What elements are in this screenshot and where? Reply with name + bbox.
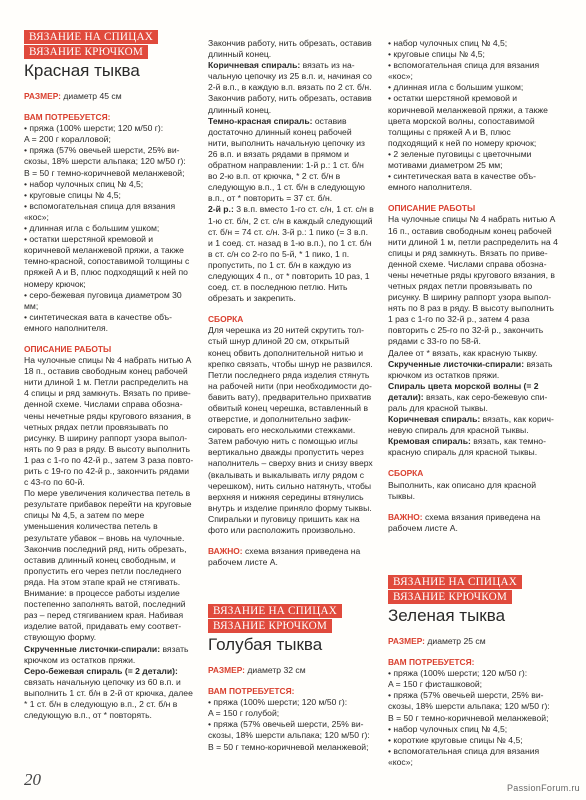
needs-label: ВАМ ПОТРЕБУЕТСЯ: — [24, 112, 111, 123]
list-item: • набор чулочных спиц № 4,5; — [388, 38, 508, 48]
size-label: РАЗМЕР: — [388, 636, 425, 646]
important-note: ВАЖНО: схема вязания приведена на рабочем листе A. — [208, 546, 361, 568]
needs-label: ВАМ ПОТРЕБУЕТСЯ: — [208, 686, 295, 697]
title-green-pumpkin: Зеленая тыква — [388, 606, 506, 625]
section-blue-pumpkin — [208, 604, 374, 753]
list-item: • длинная игла с большим ушком; — [388, 82, 524, 93]
list-item: • синтетическая вата в качестве объемного наполнителя. — [388, 171, 536, 193]
tag-crochet: ВЯЗАНИЕ КРЮЧКОМ — [388, 590, 512, 604]
column-red-pumpkin — [24, 30, 195, 721]
paragraph: Спираль цвета морской волны (= 2 детали): вязать, как серо-бежевую спираль для красной тыквы. — [388, 380, 548, 413]
list-item: • вспомогательная спица для вязания «кос»; — [388, 745, 540, 767]
list-item: • пряжа (100% шерсти; 120 м/50 г): — [24, 123, 164, 134]
list-item: • 2 зеленые пуговицы с цветочными мотивами диаметром 25 мм; — [388, 148, 532, 171]
paragraph: Внимание: в процессе работы изделие постепенно заполнять ватой, последний раз – перед стягиванием края. Набивая изделие ватой, придавать ему соответствующую форму. — [24, 588, 186, 643]
size-label: РАЗМЕР: — [208, 665, 245, 675]
list-item: • длинная игла с большим ушком; — [24, 223, 160, 234]
paragraph: Скрученные листочки-спирали: вязать крючком из остатков пряжи. — [388, 358, 553, 380]
needs-label: ВАМ ПОТРЕБУЕТСЯ: — [388, 657, 475, 668]
list-item: • вспомогательная спица для вязания «кос»; — [24, 200, 176, 222]
tag-knitting: ВЯЗАНИЕ НА СПИЦАХ — [208, 604, 342, 618]
assembly-label: СБОРКА — [208, 314, 244, 325]
list-item: • пряжа (100% шерсти; 120 м/50 г): — [208, 697, 348, 708]
list-item: • пряжа (100% шерсти; 120 м/50 г): — [388, 668, 528, 679]
paragraph: По мере увеличения количества петель в результате прибавок перейти на круговые спицы № 4,5, а затем по мере уменьшения количества петель в результате убавок – вновь на чулочные. Закончив последний ряд, нить обрезать, оставив длинный конец свободным, и пропустить его через петли последнего ряда. На этом этапе край не стягивать. — [24, 488, 192, 587]
list-item: • короткие круговые спицы № 4,5; — [388, 734, 523, 745]
section-green-pumpkin — [388, 575, 558, 768]
list-item: A = 150 г фисташковой; — [388, 679, 483, 690]
paragraph: Серо-бежевая спираль (= 2 детали): связать начальную цепочку из 60 в.п. и выполнить 1 ст. б/н в 2-й от крючка, далее * 1 ст. б/н в следующую в.п., 2 ст. б/н в следующую в.п., от * повторять. — [24, 665, 193, 721]
column-right — [388, 38, 558, 534]
paragraph: Для черешка из 20 нитей скрутить толстый шнур длиной 20 см, открытый конец обвить дополнительной нитью и крепко связать, чтобы шнур не развился. Петли последнего ряда изделия стянуть на рабочей нити (при необходимости добавить вату), предварительно прихватив обвитый конец черешка, вставленный в отверстие, и дополнительно зафиксировать его несколькими стежками. Затем рабочую нить с помощью иглы вертикально дважды пропустить через наполнитель – сверху вниз и снизу вверх (вкалывать и выкалывать иглу рядом с черешком), нить сильно натянуть, чтобы верхняя и нижняя середины втянулись внутрь и изделие приняло форму тыквы. Спиральки и пуговицу пришить как на фото или расположить произвольно. — [208, 325, 373, 536]
watermark: PassionForum.ru — [506, 783, 580, 793]
paragraph: Далее от * вязать, как красную тыкву. — [388, 347, 538, 358]
list-item: • остатки шерстяной кремовой и коричневой меланжевой пряжи, а также цвета морской волны, сопоставимой толщины с пряжей A и B, плюс подходящий к ней по номеру крючок; — [388, 93, 548, 148]
list-item: A = 150 г голубой; — [208, 708, 280, 719]
list-item: • вспомогательная спица для вязания «кос»; — [388, 60, 540, 82]
list-item: • серо-бежевая пуговица диаметром 30 мм; — [24, 289, 182, 311]
tag-crochet: ВЯЗАНИЕ КРЮЧКОМ — [208, 619, 332, 633]
list-item: • остатки шерстяной кремовой и коричневой меланжевой пряжи, а также темно-красной, сопоставимой толщины с пряжей A и B, плюс подходящий к ней по номеру крючок; — [24, 234, 190, 289]
list-item: • круговые спицы № 4,5; — [388, 49, 485, 60]
list-item: • пряжа (57% овечьей шерсти, 25% вискозы, 18% шерсти альпака; 120 м/50 г): — [388, 690, 550, 712]
needs-list — [24, 123, 195, 334]
paragraph: Темно-красная спираль: оставив достаточно длинный конец рабочей нити, выполнить начальную цепочку из 26 в.п. и вязать рядами в прямом и обратном направлении: 1-й р.: 1 ст. б/н во 2-ю в.п. от крючка, * 2 ст. б/н в следующую в.п., 1 ст. б/н в следующую в.п., от * повторить = 37 ст. б/н. — [208, 115, 365, 204]
size-value: диаметр 25 см — [427, 636, 486, 646]
tag-knitting: ВЯЗАНИЕ НА СПИЦАХ — [24, 30, 158, 44]
important-note: ВАЖНО: схема вязания приведена на рабочем листе A. — [388, 511, 541, 533]
list-item: • синтетическая вата в качестве объемного наполнителя. — [24, 311, 172, 333]
list-item: • пряжа (57% овечьей шерсти, 25% вискозы, 18% шерсти альпака; 120 м/50 г): — [24, 145, 186, 167]
paragraph: На чулочные спицы № 4 набрать нитью A 18 п., оставив свободным конец рабочей нити длиной 1 м. Петли распределить на 4 спицы и ряд замкнуть. Вязать по приведенной схеме. Числами справа обозначены нечетные ряды кругового вязания, в четных рядах петли провязывать по рисунку. В ширину раппорт узора выполнять по 9 раз в ряду. В высоту выполнить 1 раз с 1-го по 42-й р., затем 3 раза повторить с 19-го по 42-й р., закончить рядами с 43-го по 60-й. — [24, 355, 194, 488]
paragraph: Закончив работу, нить обрезать, оставив длинный конец. — [208, 38, 372, 60]
size-value: диаметр 45 см — [63, 91, 122, 101]
paragraph: Коричневая спираль: вязать, как коричневую спираль для красной тыквы. — [388, 414, 554, 436]
list-item: • пряжа (57% овечьей шерсти, 25% вискозы, 18% шерсти альпака; 120 м/50 г): — [208, 719, 370, 741]
paragraph: 2-й р.: 3 в.п. вместо 1-го ст. с/н, 1 ст. с/н в 1-ю ст. б/н, 2 ст. с/н в каждый следующий ст. б/н = 74 ст. с/н. 3-й р.: 1 пико (= 3 в.п. и 1 соед. ст. назад в 1-ю в.п.), по 1 ст. б/н в ст. с/н со 2-го по 5-й, * 1 пико, 1 п. пропустить, по 1 ст. б/н в каждую из следующих 4 п., от * повторить 10 раз, 1 соед. ст. в последнюю петлю. Нить обрезать и закрепить. — [208, 204, 374, 304]
list-item: B = 50 г темно-коричневой меланжевой; — [388, 712, 549, 723]
size-label: РАЗМЕР: — [24, 91, 61, 101]
section-tags — [24, 30, 195, 59]
title-blue-pumpkin: Голубая тыква — [208, 635, 323, 654]
title-red-pumpkin: Красная тыква — [24, 61, 140, 80]
list-item: A = 200 г коралловой; — [24, 134, 111, 145]
size-value: диаметр 32 см — [247, 665, 306, 675]
tag-crochet: ВЯЗАНИЕ КРЮЧКОМ — [24, 45, 148, 59]
paragraph: Скрученные листочки-спирали: вязать крючком из остатков пряжи. — [24, 643, 189, 665]
tag-knitting: ВЯЗАНИЕ НА СПИЦАХ — [388, 575, 522, 589]
column-middle — [208, 38, 374, 568]
paragraph: На чулочные спицы № 4 набрать нитью A 16 п., оставив свободным конец рабочей нити длиной 1 м, петли распределить на 4 спицы и ряд замкнуть. Вязать по приведенной схеме. Числами справа обозначены нечетные ряды кругового вязания, в четных рядах петли провязывать по рисунку. В ширину раппорт узора выполнять по 8 раз в ряду. В высоту выполнить 1 раз с 1-го по 32-й р., затем 4 раза повторить с 25-го по 32-й р., закончить рядами с 33-го по 58-й. — [388, 214, 558, 347]
list-item: • набор чулочных спиц № 4,5; — [388, 723, 508, 734]
list-item: B = 50 г темно-коричневой меланжевой; — [24, 167, 185, 178]
list-item: • набор чулочных спиц № 4,5; — [24, 178, 144, 189]
paragraph: Кремовая спираль: вязать, как темно-красную спираль для красной тыквы. — [388, 436, 546, 458]
assembly-label: СБОРКА — [388, 468, 424, 479]
list-item: • круговые спицы № 4,5; — [24, 189, 121, 200]
list-item: B = 50 г темно-коричневой меланжевой; — [208, 741, 369, 752]
paragraph: Выполнить, как описано для красной тыквы. — [388, 479, 537, 501]
page-number: 20 — [24, 770, 41, 789]
description-label: ОПИСАНИЕ РАБОТЫ — [24, 343, 112, 354]
description-label: ОПИСАНИЕ РАБОТЫ — [388, 203, 476, 214]
paragraph: Коричневая спираль: вязать из начальную цепочку из 25 в.п. и, начиная со 2-й в.п., в каждую в.п. вязать по 2 ст. б/н. Закончив работу, нить обрезать, оставив длинный конец. — [208, 60, 372, 115]
